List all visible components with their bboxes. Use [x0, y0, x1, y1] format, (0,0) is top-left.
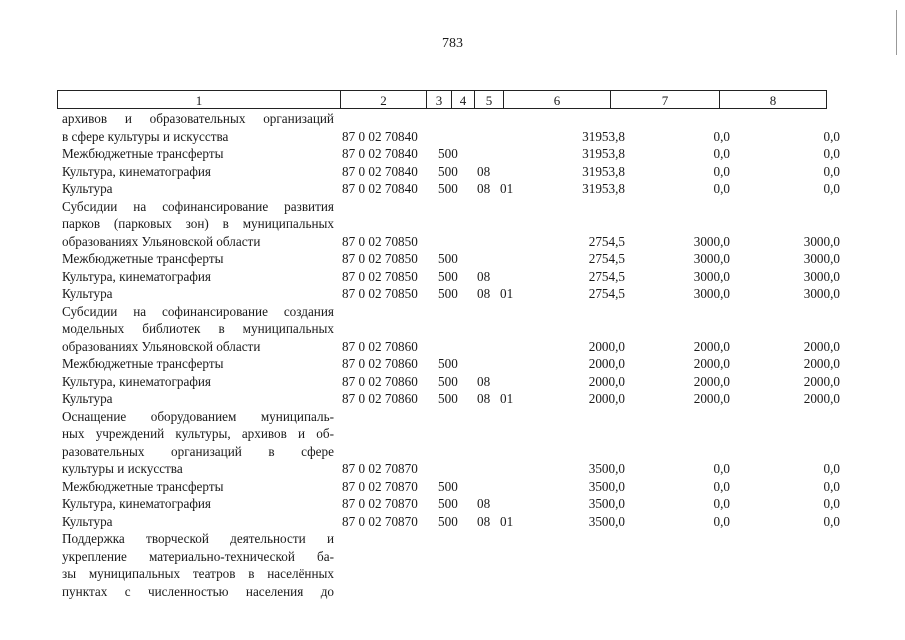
row-expense-type: 500	[438, 391, 458, 406]
row-amount-col8: 0,0	[823, 146, 840, 161]
row-amount-col7: 0,0	[713, 181, 730, 196]
row-section: 08	[477, 268, 491, 284]
row-amount-col6: 2754,5	[588, 251, 625, 266]
row-expense-type: 500	[438, 286, 458, 301]
row-amount-col8: 0,0	[823, 128, 840, 144]
table-row	[62, 530, 852, 548]
row-amount-col8: 0,0	[823, 496, 840, 511]
row-amount-col8: 2000,0	[803, 373, 840, 389]
row-expense-type: 500	[438, 373, 458, 389]
row-name: Межбюджетные трансферты	[62, 478, 224, 494]
row-amount-col6: 31953,8	[582, 181, 625, 196]
column-header-row	[58, 91, 827, 109]
row-expense-type: 500	[438, 356, 458, 371]
column-header-4: 4	[452, 91, 475, 109]
row-amount-col8: 0,0	[823, 163, 840, 179]
row-amount-col6: 31953,8	[582, 128, 625, 144]
column-header-5: 5	[475, 91, 504, 109]
row-amount-col7: 3000,0	[693, 286, 730, 301]
row-amount-col8: 0,0	[823, 478, 840, 494]
row-amount-col8: 3000,0	[803, 286, 840, 301]
row-amount-col6: 3500,0	[588, 496, 625, 511]
row-expense-type: 500	[438, 146, 458, 161]
row-amount-col7: 2000,0	[693, 338, 730, 354]
table-row	[62, 198, 852, 216]
table-row	[62, 215, 852, 233]
row-name: модельных библиотек в муниципальных	[62, 321, 334, 336]
row-name: Культура, кинематография	[62, 163, 211, 179]
row-amount-col8: 2000,0	[803, 356, 840, 371]
table-row	[62, 425, 852, 443]
row-target-code: 87 0 02 70840	[342, 128, 418, 144]
table-row	[62, 320, 852, 338]
table-row	[62, 390, 852, 408]
row-amount-col8: 3000,0	[803, 268, 840, 284]
table-row	[62, 443, 852, 461]
row-target-code: 87 0 02 70860	[342, 356, 418, 371]
row-target-code: 87 0 02 70860	[342, 338, 418, 354]
row-amount-col8: 3000,0	[803, 251, 840, 266]
row-name: образованиях Ульяновской области	[62, 338, 261, 354]
row-amount-col7: 0,0	[713, 496, 730, 511]
table-row	[62, 495, 852, 513]
row-name: Культура	[62, 181, 113, 196]
row-target-code: 87 0 02 70840	[342, 181, 418, 196]
row-name: Субсидии на софинансирование создания	[62, 303, 334, 319]
row-name: Поддержка творческой деятельности и	[62, 531, 334, 546]
row-section: 08	[477, 181, 491, 196]
row-target-code: 87 0 02 70870	[342, 478, 418, 494]
row-amount-col6: 2000,0	[588, 373, 625, 389]
row-target-code: 87 0 02 70840	[342, 146, 418, 161]
column-header-table	[57, 90, 827, 109]
row-expense-type: 500	[438, 268, 458, 284]
table-row	[62, 513, 852, 531]
row-target-code: 87 0 02 70850	[342, 233, 418, 249]
table-row	[62, 460, 852, 478]
row-name: ных учреждений культуры, архивов и об-	[62, 426, 334, 441]
row-name: в сфере культуры и искусства	[62, 128, 229, 144]
row-section: 08	[477, 496, 491, 511]
table-row	[62, 478, 852, 496]
row-subsection: 01	[500, 181, 514, 196]
row-amount-col8: 0,0	[823, 181, 840, 196]
row-amount-col7: 0,0	[713, 146, 730, 161]
row-section: 08	[477, 286, 491, 301]
row-expense-type: 500	[438, 181, 458, 196]
row-name: укрепление материально-технической ба-	[62, 548, 334, 564]
budget-table-body	[62, 110, 852, 600]
row-target-code: 87 0 02 70870	[342, 513, 418, 529]
row-subsection: 01	[500, 391, 514, 406]
row-amount-col7: 0,0	[713, 128, 730, 144]
row-amount-col6: 31953,8	[582, 163, 625, 179]
column-header-3: 3	[427, 91, 452, 109]
row-expense-type: 500	[438, 251, 458, 266]
column-header-7: 7	[611, 91, 720, 109]
row-section: 08	[477, 513, 491, 529]
row-section: 08	[477, 373, 491, 389]
row-amount-col6: 3500,0	[588, 461, 625, 476]
row-amount-col8: 2000,0	[803, 391, 840, 406]
table-row	[62, 355, 852, 373]
row-target-code: 87 0 02 70840	[342, 163, 418, 179]
row-section: 08	[477, 163, 491, 179]
table-row	[62, 583, 852, 601]
row-amount-col6: 31953,8	[582, 146, 625, 161]
row-target-code: 87 0 02 70860	[342, 373, 418, 389]
row-amount-col7: 2000,0	[693, 373, 730, 389]
row-target-code: 87 0 02 70850	[342, 251, 418, 266]
row-name: разовательных организаций в сфере	[62, 443, 334, 459]
row-name: Субсидии на софинансирование развития	[62, 198, 334, 214]
column-header-2: 2	[341, 91, 427, 109]
row-name: пунктах с численностью населения до	[62, 583, 334, 599]
row-amount-col6: 2754,5	[588, 286, 625, 301]
row-expense-type: 500	[438, 163, 458, 179]
row-name: Культура	[62, 286, 113, 301]
row-name: Культура, кинематография	[62, 268, 211, 284]
column-header-6: 6	[504, 91, 611, 109]
row-expense-type: 500	[438, 478, 458, 494]
row-name: парков (парковых зон) в муниципальных	[62, 216, 334, 231]
row-amount-col6: 2000,0	[588, 338, 625, 354]
table-row	[62, 338, 852, 356]
row-amount-col7: 0,0	[713, 163, 730, 179]
row-amount-col7: 0,0	[713, 461, 730, 476]
column-header-1: 1	[58, 91, 341, 109]
row-amount-col7: 3000,0	[693, 233, 730, 249]
row-subsection: 01	[500, 513, 514, 529]
table-row	[62, 548, 852, 566]
row-name: культуры и искусства	[62, 461, 183, 476]
row-amount-col7: 0,0	[713, 513, 730, 529]
row-amount-col8: 2000,0	[803, 338, 840, 354]
row-amount-col8: 0,0	[823, 461, 840, 476]
row-amount-col6: 3500,0	[588, 513, 625, 529]
table-row	[62, 145, 852, 163]
row-name: архивов и образовательных организаций	[62, 111, 334, 126]
row-target-code: 87 0 02 70850	[342, 286, 418, 301]
row-section: 08	[477, 391, 491, 406]
table-row	[62, 250, 852, 268]
row-amount-col6: 2754,5	[588, 233, 625, 249]
row-amount-col7: 3000,0	[693, 268, 730, 284]
row-expense-type: 500	[438, 496, 458, 511]
row-name: Межбюджетные трансферты	[62, 356, 224, 371]
row-name: Культура, кинематография	[62, 373, 211, 389]
page-number: 783	[442, 36, 463, 51]
row-amount-col6: 3500,0	[588, 478, 625, 494]
row-name: образованиях Ульяновской области	[62, 233, 261, 249]
row-amount-col6: 2754,5	[588, 268, 625, 284]
table-row	[62, 180, 852, 198]
table-row	[62, 303, 852, 321]
table-row	[62, 233, 852, 251]
table-row	[62, 110, 852, 128]
row-name: Межбюджетные трансферты	[62, 146, 224, 161]
row-target-code: 87 0 02 70870	[342, 496, 418, 511]
column-header-8: 8	[720, 91, 827, 109]
row-name: Оснащение оборудованием муниципаль-	[62, 408, 334, 424]
row-amount-col7: 3000,0	[693, 251, 730, 266]
row-amount-col7: 2000,0	[693, 356, 730, 371]
table-row	[62, 128, 852, 146]
row-target-code: 87 0 02 70860	[342, 391, 418, 406]
table-row	[62, 565, 852, 583]
row-name: Культура	[62, 391, 113, 406]
row-name: Межбюджетные трансферты	[62, 251, 224, 266]
table-row	[62, 408, 852, 426]
row-amount-col8: 3000,0	[803, 233, 840, 249]
row-name: Культура, кинематография	[62, 496, 211, 511]
table-row	[62, 373, 852, 391]
row-amount-col8: 0,0	[823, 513, 840, 529]
row-subsection: 01	[500, 286, 514, 301]
row-amount-col6: 2000,0	[588, 356, 625, 371]
table-row	[62, 285, 852, 303]
row-target-code: 87 0 02 70870	[342, 461, 418, 476]
row-name: Культура	[62, 513, 113, 529]
row-name: зы муниципальных театров в населённых	[62, 566, 334, 581]
row-amount-col7: 2000,0	[693, 391, 730, 406]
table-row	[62, 268, 852, 286]
row-amount-col7: 0,0	[713, 478, 730, 494]
row-amount-col6: 2000,0	[588, 391, 625, 406]
row-expense-type: 500	[438, 513, 458, 529]
row-target-code: 87 0 02 70850	[342, 268, 418, 284]
table-row	[62, 163, 852, 181]
